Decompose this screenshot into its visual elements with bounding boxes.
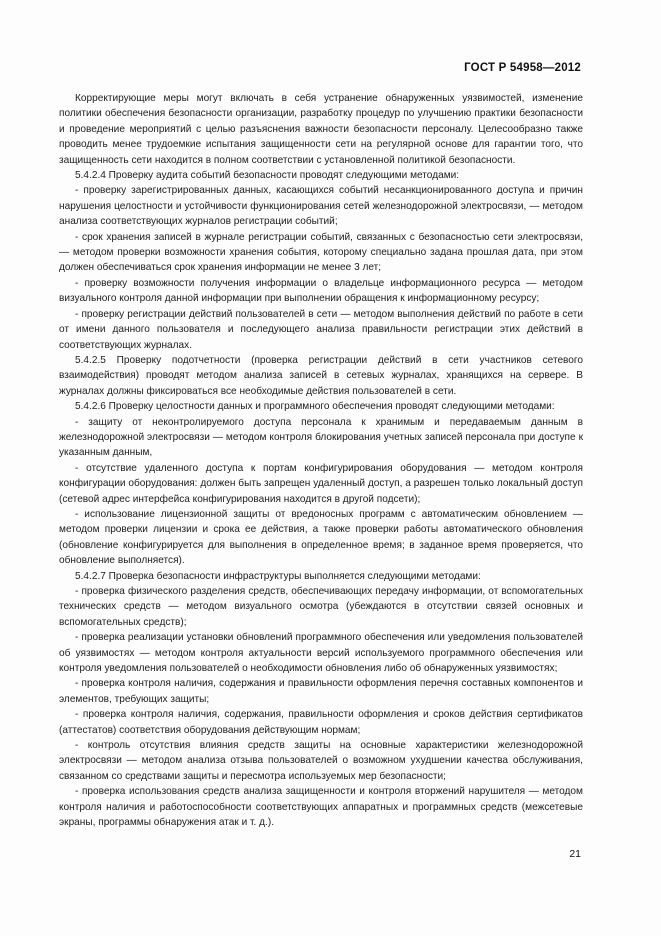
document-body: [59, 91, 583, 831]
paragraph: Корректирующие меры могут включать в себя устранение обнаруженных уязвимостей, изменение политики обеспечения безопасности организации, разработку процедур по улучшению практики безопасности и проведение мероприятий с целью разъяснения важности безопасности персоналу. Целесообразно также проводить менее трудоемкие испытания защищенности сети на регулярной основе для гарантии того, что защищенность сети находится в полном соответствии с установленной политикой безопасности.: [59, 93, 583, 166]
standard-header: ГОСТ Р 54958—2012: [464, 62, 581, 74]
list-item: - проверка использования средств анализа защищенности и контроля вторжений нарушителя — методом контроля наличия и работоспособности соответствующих аппаратных и программных средств (межсетевые экраны, программы обнаружения атак и т. д.).: [59, 786, 583, 829]
clause-5-4-2-5: 5.4.2.5 Проверку подотчетности (проверка регистрации действий в сети участников сетевого взаимодействия) проводят методом анализа записей в сетевых журналах, хранящихся на сервере. В журналах должны фиксироваться все необходимые действия пользователей в сети.: [59, 354, 583, 397]
clause-5-4-2-6: 5.4.2.6 Проверку целостности данных и программного обеспечения проводят следующими методами:: [75, 401, 555, 413]
list-item: - проверка физического разделения средств, обеспечивающих передачу информации, от вспомогательных технических средств — методом визуального осмотра (убеждаются в отсутствии связей основных и вспомогательных средств);: [59, 586, 583, 628]
clause-5-4-2-4: 5.4.2.4 Проверку аудита событий безопасности проводят следующими методами:: [75, 170, 460, 182]
list-item: - проверка реализации установки обновлений программного обеспечения или уведомления пользователей об уязвимостях — методом контроля актуальности версий используемого программного обеспечения или контроля уведомления пользователей о необходимости обновления либо об обнаруженных уязвимостях;: [59, 632, 583, 675]
list-item: - защиту от неконтролируемого доступа персонала к хранимым и передаваемым данным в железнодорожной электросвязи — методом контроля блокирования учетных записей персонала при доступе к указанным данным,: [59, 416, 583, 459]
list-item: - отсутствие удаленного доступа к портам конфигурирования оборудования — методом контроля конфигурации оборудования: должен быть запрещен удаленный доступ, а разрешен только локальный доступ (сетевой адрес интерфейса конфигурирования находится в другой подсети);: [59, 462, 583, 505]
list-item: - контроль отсутствия влияния средств защиты на основные характеристики железнодорожной электросвязи — методом анализа отзыва пользователей о возможном ухудшении качества обслуживания, связанном со средствами защиты и пересмотра используемых мер безопасности;: [59, 740, 583, 782]
list-item: - проверка контроля наличия, содержания и правильности оформления перечня составных компонентов и элементов, требующих защиты;: [59, 678, 583, 705]
list-item: - использование лицензионной защиты от вредоносных программ с автоматическим обновлением — методом проверки лицензии и срока ее действия, а также проверки работы автоматического обновления (обновление конфигурируется для выполнения в определенное время; в заданное время проверяется, что обновление выполняется).: [59, 508, 583, 567]
list-item: - проверка контроля наличия, содержания, правильности оформления и сроков действия сертификатов (аттестатов) соответствия оборудования действующим нормам;: [59, 709, 583, 736]
list-item: - срок хранения записей в журнале регистрации событий, связанных с безопасностью сети электросвязи, — методом проверки возможности хранения события, которому специально задана прошлая дата, при этом должен обеспечиваться срок хранения информации не менее 3 лет;: [59, 231, 583, 274]
clause-5-4-2-7: 5.4.2.7 Проверка безопасности инфраструктуры выполняется следующими методами:: [75, 570, 481, 582]
list-item: - проверку регистрации действий пользователей в сети — методом выполнения действий по работе в сети от имени данного пользователя и последующего анализа правильности регистрации этих действий в соответствующих журналах.: [59, 308, 583, 351]
list-item: - проверку зарегистрированных данных, касающихся событий несанкционированного доступа и причин нарушения целостности и устойчивости функционирования сетей железнодорожной электросвязи, — методом анализа соответствующих журналов регистрации событий;: [59, 185, 583, 228]
list-item: - проверку возможности получения информации о владельце информационного ресурса — методом визуального контроля данной информации при выполнении обращения к информационному ресурсу;: [59, 277, 583, 305]
page-number: 21: [569, 848, 581, 860]
